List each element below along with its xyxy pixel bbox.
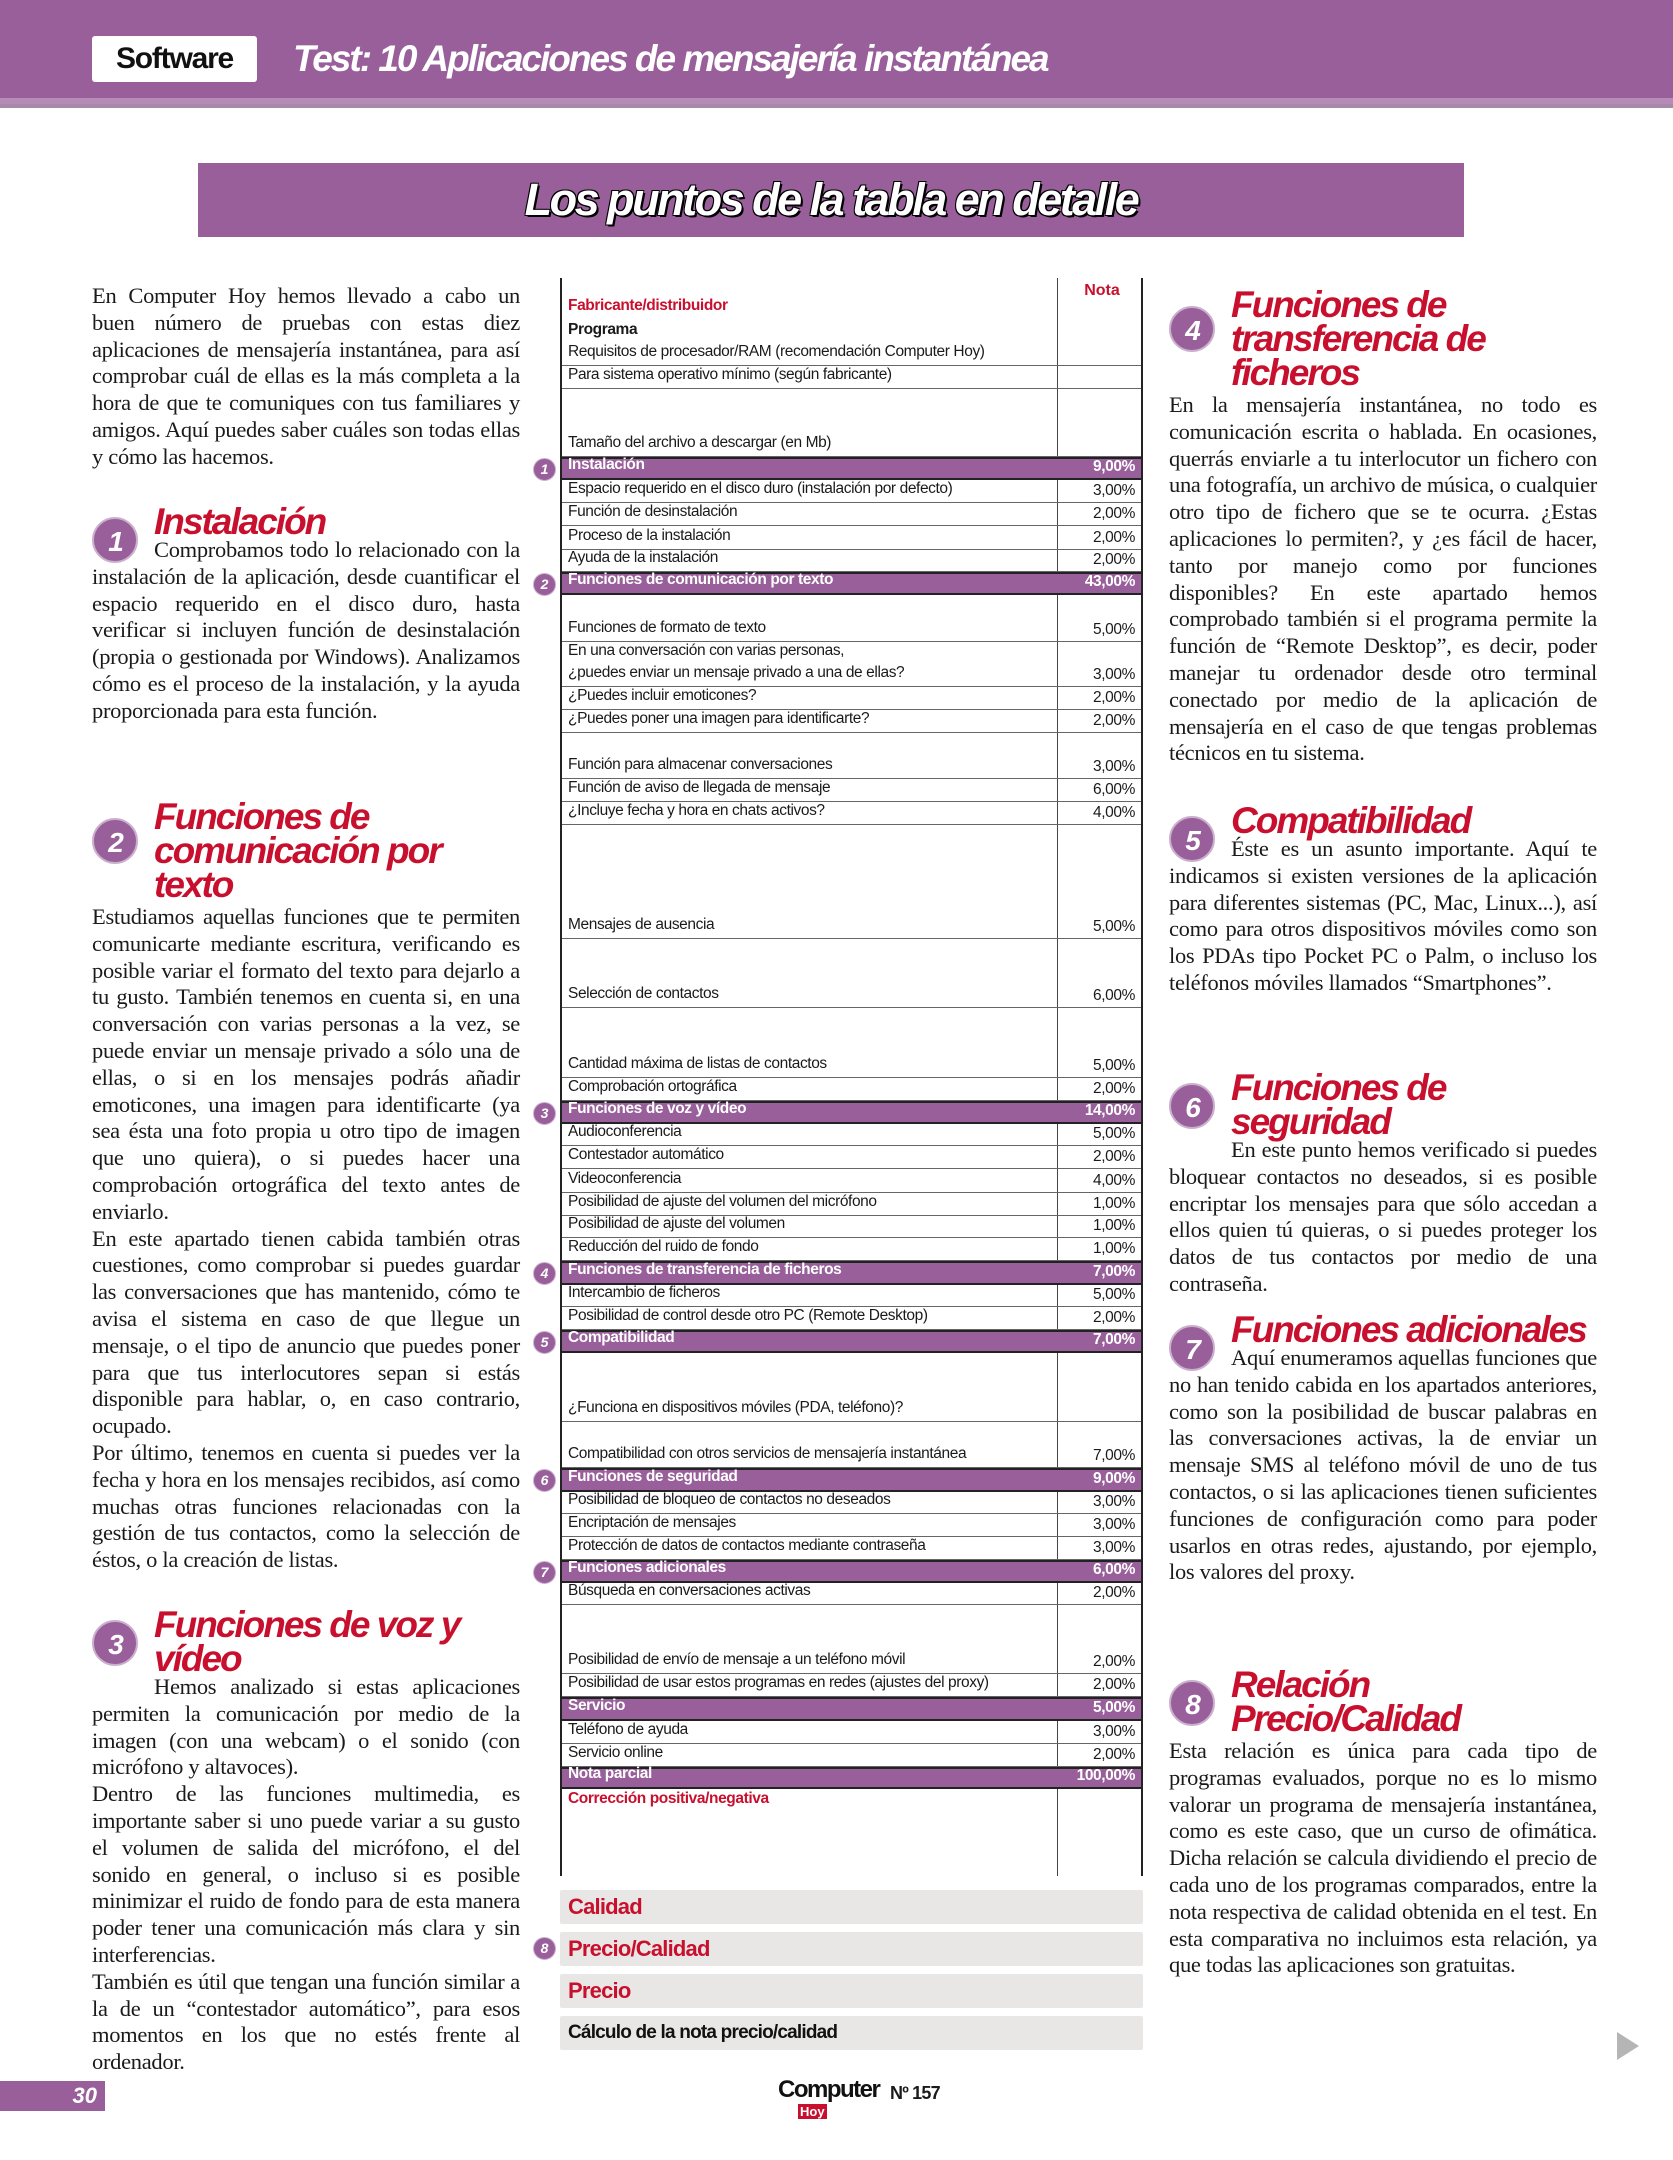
- row-weight: 2,00%: [1093, 1148, 1135, 1166]
- table-row: [562, 1008, 1141, 1078]
- summary-box: Cálculo de la nota precio/calidad: [560, 2016, 1143, 2050]
- article-paragraph: Esta relación es única para cada tipo de programas evaluados, porque no es lo mismo valorar un programa de mensajería instantánea, como es este caso, que un curso de ofimática. Dicha relación se calcula dividiendo el precio de cada uno de los programas comparados, entre la nota respectiva de calidad obtenida en el test. En esta comparativa no incluimos esta relación, ya que todas las aplicaciones son gratuitas.: [1169, 1738, 1597, 1978]
- article-heading: [92, 1604, 520, 1679]
- section-number-badge: 3: [92, 1620, 138, 1666]
- row-weight: 6,00%: [1093, 1561, 1135, 1579]
- article-title: Relación Precio/Calidad: [1231, 1664, 1461, 1739]
- article-title: Instalación: [154, 501, 326, 542]
- row-weight: 43,00%: [1084, 573, 1135, 590]
- table-row: [562, 687, 1141, 710]
- row-label: Funciones de comunicación por texto: [568, 571, 834, 588]
- section-number-badge: 7: [533, 1561, 556, 1584]
- table-row: [562, 1514, 1141, 1537]
- row-label: Encriptación de mensajes: [568, 1513, 736, 1531]
- article-1: [92, 501, 520, 725]
- section-number-badge: 8: [1169, 1680, 1215, 1726]
- article-paragraph: Estudiamos aquellas funciones que te permiten comunicarte mediante escritura, verificando es posible variar el formato del texto para dejarlo a tu gusto. También tenemos en cuenta si, en una conversación con varias personas a la vez, se puede enviar un mensaje privado a sólo una de ellas, o si en los mensajes podrás añadir emoticones, una imagen para identificarte (ya sea ésta una foto propia u otro tipo de imagen que uno quiera), o si puedes hacer una comprobación ortográfica del texto antes de enviarlo.: [92, 904, 520, 1224]
- table-row: [562, 503, 1141, 526]
- row-weight: 3,00%: [1093, 1539, 1135, 1557]
- row-label: Posibilidad de ajuste del volumen del micrófono: [568, 1193, 877, 1211]
- table-row: [562, 710, 1141, 733]
- table-row: [562, 1285, 1141, 1307]
- row-weight: 2,00%: [1093, 1584, 1135, 1602]
- section-number-badge: 1: [533, 458, 556, 481]
- article-title: Compatibilidad: [1231, 800, 1471, 841]
- section-number-badge: 4: [1169, 306, 1215, 352]
- article-heading: [92, 796, 520, 905]
- table-row: [562, 825, 1141, 939]
- row-label: Servicio: [568, 1696, 626, 1714]
- section-number-badge: 6: [1169, 1083, 1215, 1129]
- table-row: [562, 1353, 1141, 1422]
- row-label: Mensajes de ausencia: [568, 916, 715, 934]
- table-section-row: [562, 572, 1141, 595]
- article-paragraph: Éste es un asunto importante. Aquí te indicamos si existen versiones de la aplicación para diferentes sistemas (PC, Mac, Linux...), así como para otros dispositivos móviles como son los PDAs tipo Pocket PC o Palm, o incluso los teléfonos móviles llamados “Smartphones”.: [1169, 836, 1597, 995]
- issue-number: Nº 157: [890, 2083, 940, 2103]
- row-weight: 2,00%: [1093, 712, 1135, 730]
- row-label: Selección de contactos: [568, 984, 719, 1002]
- article-paragraph: Dentro de las funciones multimedia, es importante saber si uno puede variar a su gusto el volumen de salida del micrófono, el del sonido en general, o incluso si es posible minimizar el ruido de fondo para de esta manera poder tener una comunicación más clara y sin interferencias.: [92, 1781, 520, 1967]
- row-weight: 2,00%: [1093, 1676, 1135, 1694]
- table-row: [562, 1422, 1141, 1469]
- table-row: [562, 595, 1141, 642]
- row-label: Posibilidad de control desde otro PC (Remote Desktop): [568, 1306, 928, 1324]
- magazine-logo: Computer: [778, 2076, 880, 2103]
- row-label: En una conversación con varias personas, ¿puedes enviar un mensaje privado a una de ellas?: [568, 641, 905, 681]
- row-label: Compatibilidad: [568, 1329, 675, 1347]
- section-number-badge: 6: [533, 1469, 556, 1492]
- summary-box: Calidad: [560, 1890, 1143, 1924]
- row-label: Contestador automático: [568, 1146, 724, 1164]
- article-2: [92, 796, 520, 1574]
- article-3: [92, 1604, 520, 2076]
- row-weight: 1,00%: [1093, 1216, 1135, 1234]
- table-row: [562, 1169, 1141, 1192]
- table-row: [562, 733, 1141, 778]
- article-paragraph: Por último, tenemos en cuenta si puedes ver la fecha y hora en los mensajes recibidos, así como muchas otras funciones relacionadas con la gestión de tus contactos, como la selección de éstos, o la creación de listas.: [92, 1439, 520, 1573]
- article-title: Funciones de voz y vídeo: [154, 1604, 460, 1679]
- row-label: Tamaño del archivo a descargar (en Mb): [568, 433, 832, 451]
- row-label: Espacio requerido en el disco duro (instalación por defecto): [568, 480, 953, 498]
- row-weight: 7,00%: [1093, 1331, 1135, 1349]
- row-weight: 2,00%: [1093, 1652, 1135, 1670]
- table-row: [562, 779, 1141, 802]
- row-weight: 2,00%: [1093, 1746, 1135, 1764]
- section-number-badge: 1: [92, 517, 138, 563]
- section-number-badge: 5: [1169, 816, 1215, 862]
- section-label: Software: [92, 36, 257, 82]
- row-weight: 2,00%: [1093, 1079, 1135, 1097]
- table-row: [562, 297, 1141, 319]
- row-label: Comprobación ortográfica: [568, 1077, 737, 1095]
- row-weight: 2,00%: [1093, 1308, 1135, 1326]
- row-weight: 1,00%: [1093, 1240, 1135, 1258]
- row-weight: 5,00%: [1093, 918, 1135, 936]
- row-label: Posibilidad de ajuste del volumen: [568, 1214, 785, 1232]
- row-label: ¿Puedes incluir emoticones?: [568, 687, 757, 705]
- article-paragraph: En este apartado tienen cabida también otras cuestiones, como comprobar si puedes guardar las conversaciones que has mantenido, cómo te avisa el sistema en caso de que llegue un mensaje, o el tipo de anuncio que puedes poner para que tus interlocutores sepan si estás disponible para hablar, o, en caso contrario, ocupado.: [92, 1225, 520, 1439]
- row-label: Fabricante/distribuidor: [568, 297, 728, 315]
- row-weight: 7,00%: [1093, 1262, 1135, 1280]
- article-heading: [1169, 1067, 1597, 1142]
- row-weight: 5,00%: [1093, 1125, 1135, 1143]
- row-label: Posibilidad de envío de mensaje a un teléfono móvil: [568, 1650, 906, 1668]
- article-6: [1169, 1067, 1597, 1298]
- row-label: Reducción del ruido de fondo: [568, 1238, 759, 1256]
- article-heading: [1169, 1664, 1597, 1739]
- row-label: ¿Puedes poner una imagen para identificarte?: [568, 710, 870, 728]
- row-weight: 2,00%: [1093, 505, 1135, 523]
- section-number-badge: 7: [1169, 1325, 1215, 1371]
- criteria-table: [560, 278, 1143, 1876]
- row-weight: 3,00%: [1093, 1722, 1135, 1740]
- article-5: [1169, 800, 1597, 997]
- section-number-badge: 2: [533, 573, 556, 596]
- table-row: [562, 343, 1141, 366]
- table-row: [562, 1789, 1141, 1812]
- nota-header: Nota: [1084, 282, 1120, 299]
- row-label: Función de desinstalación: [568, 503, 738, 521]
- row-weight: 2,00%: [1093, 550, 1135, 568]
- article-title: Funciones adicionales: [1231, 1309, 1586, 1350]
- row-label: Programa: [568, 320, 638, 338]
- row-weight: 5,00%: [1093, 1056, 1135, 1074]
- row-weight: 2,00%: [1093, 689, 1135, 707]
- table-row: [562, 1584, 1141, 1606]
- row-label: Ayuda de la instalación: [568, 548, 718, 566]
- row-label: Protección de datos de contactos mediante contraseña: [568, 1537, 926, 1555]
- table-section-row: [562, 457, 1141, 480]
- row-weight: 100,00%: [1076, 1767, 1135, 1785]
- intro-text: En Computer Hoy hemos llevado a cabo un buen número de pruebas con estas diez aplicaciones de mensajería instantánea, para así comprobar cuál de ellas es la más completa a la hora de que te comuniques con tus familiares y amigos. Aquí puedes saber cuáles son todas ellas y cómo las hacemos.: [92, 283, 520, 469]
- summary-box: Precio: [560, 1974, 1143, 2008]
- row-label: Funciones de voz y vídeo: [568, 1100, 747, 1118]
- table-row: [562, 939, 1141, 1008]
- magazine-logo-sub: Hoy: [800, 2104, 825, 2119]
- article-paragraph: También es útil que tengan una función similar a la de un “contestador automático”, para esos momentos en los que no estés frente al ordenador.: [92, 1968, 520, 2075]
- row-label: Corrección positiva/negativa: [568, 1790, 769, 1808]
- row-weight: 5,00%: [1093, 1698, 1135, 1716]
- row-weight: 1,00%: [1093, 1195, 1135, 1213]
- row-label: Videoconferencia: [568, 1169, 682, 1187]
- section-number-badge: 3: [533, 1102, 556, 1125]
- row-label: Intercambio de ficheros: [568, 1283, 720, 1301]
- row-weight: 9,00%: [1093, 1469, 1135, 1487]
- row-weight: 3,00%: [1093, 1492, 1135, 1510]
- table-row: [562, 1721, 1141, 1744]
- row-weight: 5,00%: [1093, 620, 1135, 638]
- table-row: [562, 1216, 1141, 1238]
- row-label: Posibilidad de usar estos programas en redes (ajustes del proxy): [568, 1674, 989, 1692]
- row-weight: 4,00%: [1093, 1171, 1135, 1189]
- article-heading: [1169, 800, 1597, 856]
- row-weight: 2,00%: [1093, 528, 1135, 546]
- table-row: [562, 1146, 1141, 1169]
- row-label: Teléfono de ayuda: [568, 1720, 688, 1738]
- row-label: Función para almacenar conversaciones: [568, 755, 833, 773]
- table-section-row: [562, 1697, 1141, 1720]
- row-label: Posibilidad de bloqueo de contactos no deseados: [568, 1490, 891, 1508]
- row-label: Funciones adicionales: [568, 1559, 726, 1577]
- header-title: Test: 10 Aplicaciones de mensajería instantánea: [293, 38, 1048, 79]
- section-number-badge: 5: [533, 1331, 556, 1354]
- row-label: Función de aviso de llegada de mensaje: [568, 779, 831, 797]
- row-label: Nota parcial: [568, 1765, 652, 1783]
- header-bar: [0, 0, 1673, 104]
- row-label: Funciones de transferencia de ficheros: [568, 1260, 842, 1278]
- section-number-badge: 2: [92, 818, 138, 864]
- article-heading: [1169, 284, 1597, 393]
- article-title: Funciones de comunicación por texto: [154, 796, 441, 905]
- table-row: [562, 319, 1141, 342]
- row-label: Instalación: [568, 455, 645, 473]
- row-weight: 7,00%: [1093, 1447, 1135, 1465]
- row-label: Compatibilidad con otros servicios de mensajería instantánea: [568, 1445, 967, 1463]
- table-section-row: [562, 1767, 1141, 1789]
- row-weight: 14,00%: [1084, 1102, 1135, 1120]
- row-weight: 4,00%: [1093, 804, 1135, 822]
- row-label: Requisitos de procesador/RAM (recomendación Computer Hoy): [568, 343, 985, 361]
- table-row: [562, 802, 1141, 825]
- article-heading: [92, 501, 520, 557]
- table-row: [562, 366, 1141, 389]
- article-4: [1169, 284, 1597, 767]
- table-row: [562, 480, 1141, 503]
- article-heading: [1169, 1309, 1597, 1365]
- row-weight: 3,00%: [1093, 757, 1135, 775]
- row-weight: 6,00%: [1093, 781, 1135, 799]
- row-label: Audioconferencia: [568, 1123, 682, 1141]
- article-paragraph: En la mensajería instantánea, no todo es comunicación escrita o hablada. En ocasiones, querrás enviarle a tu interlocutor un fichero con una fotografía, un archivo de música, o cualquier otro tipo de fichero que se te ocurra. ¿Estas aplicaciones lo permiten?, y ¿es fácil de hacer, tanto por manejo como por funciones disponibles? En este apartado hemos comprobado también si el programa permite la función de “Remote Desktop”, es decir, poder manejar tu ordenador desde otro terminal conectado por medio de la aplicación de mensajería en el caso de que tengas problemas técnicos en tu sistema.: [1169, 392, 1597, 766]
- summary-box: Precio/Calidad: [560, 1932, 1143, 1966]
- page-title: Los puntos de la tabla en detalle: [198, 163, 1464, 237]
- row-weight: 6,00%: [1093, 986, 1135, 1004]
- article-7: [1169, 1309, 1597, 1586]
- next-page-arrow-icon[interactable]: [1617, 2032, 1639, 2060]
- article-paragraph: Hemos analizado si estas aplicaciones permiten la comunicación por medio de la imagen (con una webcam) o el sonido (con micrófono y altavoces).: [92, 1674, 520, 1780]
- article-paragraph: En este punto hemos verificado si puedes bloquear contactos no deseados, si es posible encriptar los mensajes para que sólo accedan a ellos quien tú quieras, o si puedes proteger los datos de tus contactos por medio de una contraseña.: [1169, 1137, 1597, 1296]
- row-weight: 3,00%: [1093, 482, 1135, 500]
- article-title: Funciones de seguridad: [1231, 1067, 1446, 1142]
- row-label: ¿Funciona en dispositivos móviles (PDA, teléfono)?: [568, 1398, 903, 1416]
- table-section-row: [562, 1330, 1141, 1353]
- row-weight: 9,00%: [1093, 457, 1135, 475]
- table-row: [562, 1492, 1141, 1514]
- section-number-badge: 8: [533, 1937, 556, 1960]
- table-row: [562, 1124, 1141, 1146]
- table-row: [562, 389, 1141, 456]
- row-label: Proceso de la instalación: [568, 526, 731, 544]
- article-paragraph: Aquí enumeramos aquellas funciones que no han tenido cabida en los apartados anteriores, como son la posibilidad de buscar palabras en las conversaciones activas, la de enviar un mensaje SMS al teléfono móvil de uno de tus contactos, o si las aplicaciones tienen suficientes funciones de configuración como para poder usarlos en otras redes, ajustando, por ejemplo, los valores del proxy.: [1169, 1345, 1597, 1585]
- table-row: [562, 642, 1141, 687]
- row-label: Servicio online: [568, 1744, 663, 1762]
- row-label: ¿Incluye fecha y hora en chats activos?: [568, 802, 825, 820]
- row-weight: 5,00%: [1093, 1285, 1135, 1303]
- row-label: Cantidad máxima de listas de contactos: [568, 1054, 827, 1072]
- row-weight: 3,00%: [1093, 665, 1135, 683]
- row-label: Búsqueda en conversaciones activas: [568, 1582, 811, 1600]
- article-paragraph: Comprobamos todo lo relacionado con la instalación de la aplicación, desde cuantificar el espacio requerido en el disco duro, hasta verificar si incluyen función de desinstalación (propia o gestionada por Windows). Analizamos cómo es el proceso de la instalación, y la ayuda proporcionada para esta función.: [92, 537, 520, 723]
- row-label: Para sistema operativo mínimo (según fabricante): [568, 366, 892, 384]
- article-8: [1169, 1664, 1597, 1979]
- page-number: 30: [0, 2081, 105, 2111]
- row-label: Funciones de formato de texto: [568, 618, 766, 636]
- table-row: [562, 1605, 1141, 1674]
- article-title: Funciones de transferencia de ficheros: [1231, 284, 1485, 393]
- section-number-badge: 4: [533, 1262, 556, 1285]
- row-label: Funciones de seguridad: [568, 1467, 738, 1485]
- row-weight: 3,00%: [1093, 1515, 1135, 1533]
